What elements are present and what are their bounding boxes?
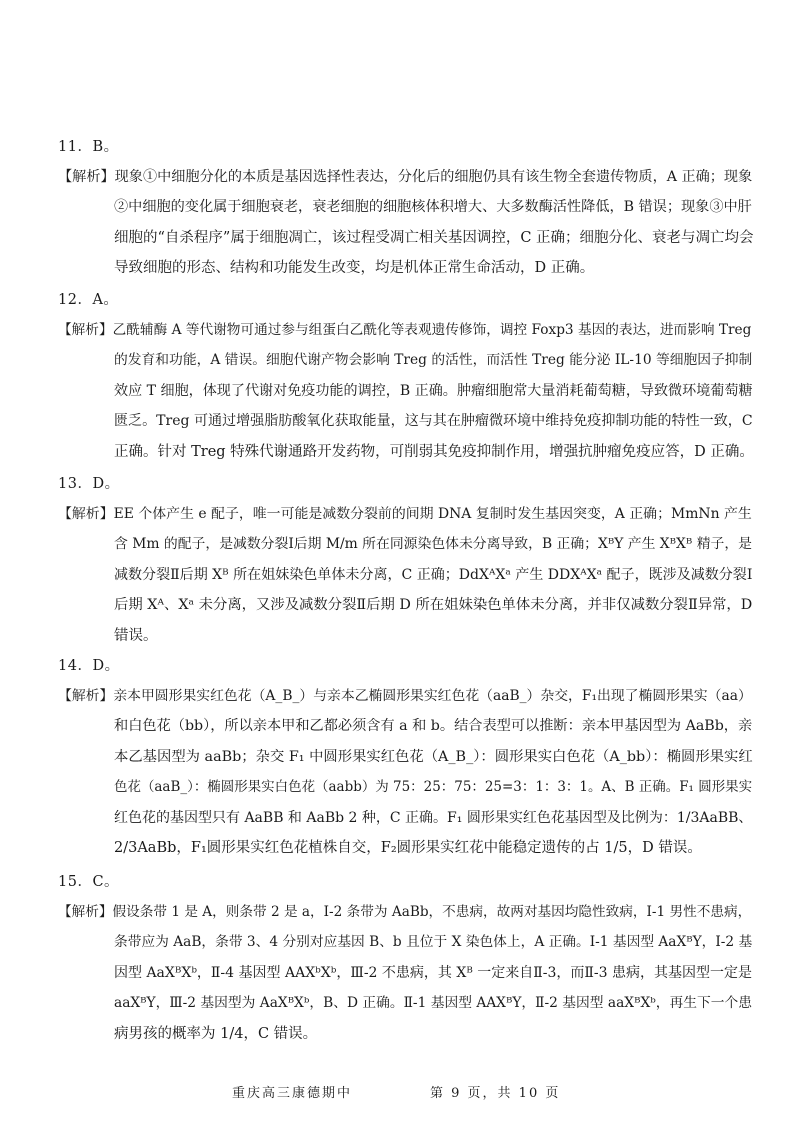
analysis-line: 【解析】亲本甲圆形果实红色花（A_B_）与亲本乙椭圆形果实红色花（aaB_）杂交，F₁出现了椭圆形果实（aa）	[58, 688, 752, 704]
analysis-line: 【解析】假设条带 1 是 A，则条带 2 是 a，Ⅰ-2 条带为 AaBb，不患病，故两对基因均隐性致病，Ⅰ-1 男性不患病，	[58, 904, 752, 920]
analysis-line: 红色花的基因型只有 AaBB 和 AaBb 2 种，C 正确。F₁ 圆形果实红色花基因型及比例为：1/3AaBB、	[114, 809, 753, 826]
analysis-line: 细胞的“自杀程序”属于细胞凋亡，该过程受凋亡相关基因调控，C 正确；细胞分化、衰老与凋亡均会	[114, 229, 754, 246]
analysis-line: 导致细胞的形态、结构和功能发生改变，均是机体正常生命活动，D 正确。	[114, 260, 595, 277]
analysis-line: aaXᴮY，Ⅲ-2 基因型为 AaXᴮXᵇ，B、D 正确。Ⅱ-1 基因型 AAXᴮY，Ⅱ-2 基因型 aaXᴮXᵇ，再生下一个患	[114, 995, 752, 1012]
answer-15: 15．C。	[58, 874, 120, 890]
answer-11: 11．B。	[58, 139, 119, 155]
analysis-15	[58, 897, 756, 1049]
footer-page-number: 第 9 页，共 10 页	[430, 1086, 561, 1101]
analysis-12	[58, 315, 756, 467]
analysis-line: 效应 T 细胞，体现了代谢对免疫功能的调控，B 正确。肿瘤细胞常大量消耗葡萄糖，导致微环境葡萄糖	[114, 382, 753, 399]
analysis-line: 后期 Xᴬ、Xᵃ 未分离，又涉及减数分裂Ⅱ后期 D 所在姐妹染色单体未分离，并非仅减数分裂Ⅱ异常，D	[114, 597, 753, 614]
analysis-line: ②中细胞的变化属于细胞衰老，衰老细胞的细胞核体积增大、大多数酶活性降低，B 错误；现象③中肝	[114, 199, 752, 216]
analysis-line: 含 Mm 的配子，是减数分裂Ⅰ后期 M/m 所在同源染色体未分离导致，B 正确；XᴮY 产生 XᴮXᴮ 精子，是	[114, 536, 753, 553]
analysis-line: 【解析】乙酰辅酶 A 等代谢物可通过参与组蛋白乙酰化等表观遗传修饰，调控 Foxp3 基因的表达，进而影响 Treg	[58, 322, 752, 338]
analysis-line: 色花（aaB_）：椭圆形果实白色花（aabb）为 75：25：75：25=3：1：3：1。A、B 正确。F₁ 圆形果实	[114, 779, 753, 796]
page-footer	[0, 1082, 800, 1102]
analysis-line: 病男孩的概率为 1/4，C 错误。	[114, 1025, 318, 1042]
footer-school: 重庆高三康德期中	[232, 1086, 353, 1101]
analysis-line: 条带应为 AaB，条带 3、4 分别对应基因 B、b 且位于 X 染色体上，A 正确。Ⅰ-1 基因型 AaXᴮY，Ⅰ-2 基	[114, 934, 753, 951]
analysis-13	[58, 499, 756, 651]
analysis-line: 2/3AaBb，F₁圆形果实红色花植株自交，F₂圆形果实红花中能稳定遗传的占 1/5，D 错误。	[114, 839, 702, 856]
analysis-line: 的发育和功能，A 错误。细胞代谢产物会影响 Treg 的活性，而活性 Treg 能分泌 IL-10 等细胞因子抑制	[114, 352, 753, 369]
answer-12: 12．A。	[58, 292, 119, 308]
analysis-line: 匮乏。Treg 可通过增强脂肪酸氧化获取能量，这与其在肿瘤微环境中维持免疫抑制功能的特性一致，C	[114, 413, 753, 430]
analysis-line: 【解析】现象①中细胞分化的本质是基因选择性表达，分化后的细胞仍具有该生物全套遗传物质，A 正确；现象	[58, 169, 753, 185]
analysis-tag: 【解析】	[58, 169, 115, 185]
analysis-line: 因型 AaXᴮXᵇ，Ⅱ-4 基因型 AAXᵇXᵇ，Ⅲ-2 不患病，其 Xᴮ 一定来自Ⅱ-3，而Ⅱ-3 患病，其基因型一定是	[114, 964, 753, 981]
analysis-line: 和白色花（bb），所以亲本甲和乙都必须含有 a 和 b。结合表型可以推断：亲本甲基因型为 AaBb，亲	[114, 718, 753, 735]
analysis-line: 本乙基因型为 aaBb；杂交 F₁ 中圆形果实红色花（A_B_）：圆形果实白色花（A_bb）：椭圆形果实红	[114, 748, 753, 765]
analysis-line: 减数分裂Ⅱ后期 Xᴮ 所在姐妹染色单体未分离，C 正确；DdXᴬXᵃ 产生 DDXᴬXᵃ 配子，既涉及减数分裂Ⅰ	[114, 566, 753, 583]
analysis-line: 正确。针对 Treg 特殊代谢通路开发药物，可削弱其免疫抑制作用，增强抗肿瘤免疫应答，D 正确。	[114, 443, 754, 460]
answer-14: 14．D。	[58, 658, 120, 674]
analysis-line: 【解析】EE 个体产生 e 配子，唯一可能是减数分裂前的间期 DNA 复制时发生基因突变，A 正确；MmNn 产生	[58, 506, 752, 522]
analysis-tag: 【解析】	[58, 506, 114, 522]
analysis-14	[58, 681, 756, 863]
analysis-tag: 【解析】	[58, 322, 113, 338]
analysis-tag: 【解析】	[58, 904, 113, 920]
answer-13: 13．D。	[58, 476, 120, 492]
analysis-line: 错误。	[114, 627, 158, 644]
analysis-tag: 【解析】	[58, 688, 114, 704]
analysis-11	[58, 162, 756, 284]
